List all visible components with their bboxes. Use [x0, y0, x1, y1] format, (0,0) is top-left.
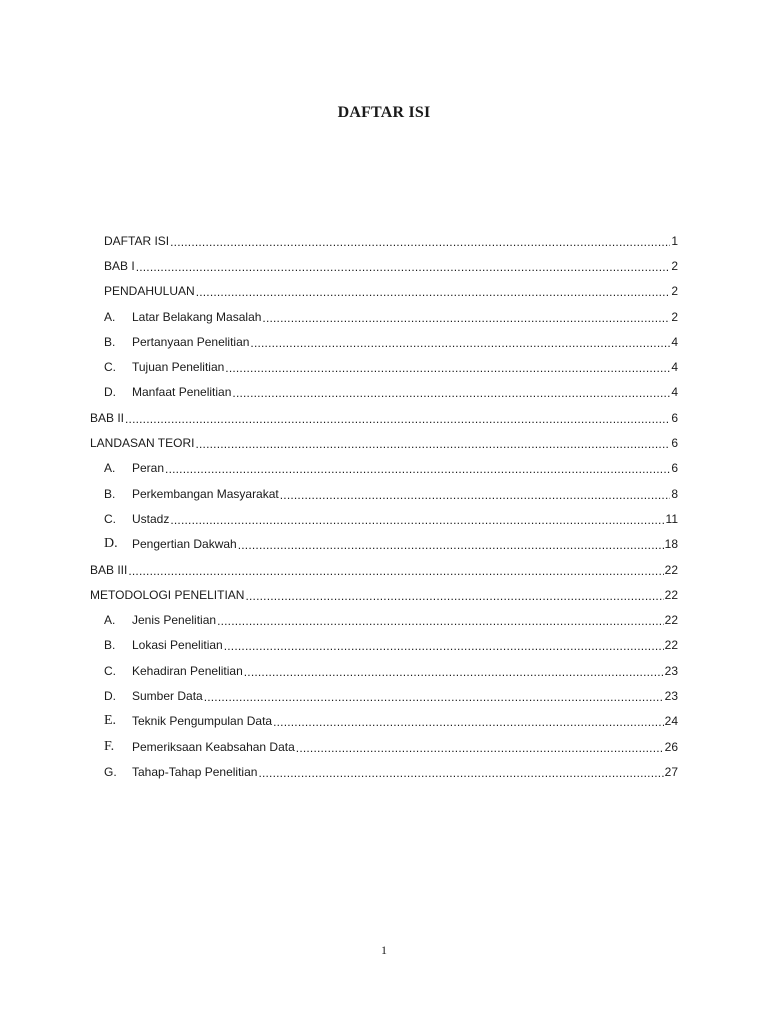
toc-dot-leader — [136, 259, 671, 275]
toc-entry-page-number: 22 — [664, 638, 678, 653]
toc-entry[interactable] — [0, 304, 678, 329]
toc-dot-leader — [204, 689, 664, 705]
toc-entry-label: BAB I — [104, 258, 135, 273]
toc-entry-page-number: 23 — [664, 663, 678, 678]
toc-entry[interactable] — [0, 253, 678, 278]
toc-entry[interactable] — [0, 683, 678, 708]
toc-entry[interactable] — [0, 430, 678, 455]
toc-entry-letter: G. — [104, 764, 117, 779]
toc-entry[interactable] — [0, 481, 678, 506]
toc-entry-label: Pengertian Dakwah — [132, 537, 237, 552]
toc-entry-label: Pemeriksaan Keabsahan Data — [132, 739, 295, 754]
toc-entry-letter: D. — [104, 385, 116, 400]
toc-entry-label: DAFTAR ISI — [104, 233, 170, 248]
toc-dot-leader — [128, 563, 663, 579]
toc-dot-leader — [170, 512, 664, 528]
toc-entry-page-number: 1 — [671, 233, 678, 248]
toc-entry-letter: A. — [104, 309, 116, 324]
toc-entry-letter: A. — [104, 461, 116, 476]
toc-entry[interactable] — [0, 506, 678, 531]
toc-entry-letter: E. — [104, 713, 117, 729]
toc-entry-page-number: 2 — [671, 309, 678, 324]
toc-entry-page-number: 8 — [671, 486, 678, 501]
toc-entry-page-number: 22 — [664, 562, 678, 577]
toc-entry[interactable] — [0, 759, 678, 784]
toc-entry-page-number: 11 — [665, 511, 678, 526]
toc-dot-leader — [170, 234, 670, 250]
toc-entry-page-number: 18 — [664, 537, 678, 552]
toc-entry[interactable] — [0, 405, 678, 430]
toc-entry-label: BAB III — [90, 562, 128, 577]
toc-entry-label: Pertanyaan Penelitian — [132, 334, 250, 349]
toc-entry-label: METODOLOGI PENELITIAN — [90, 587, 245, 602]
toc-entry[interactable] — [0, 658, 678, 683]
toc-entry-page-number: 4 — [671, 360, 678, 375]
toc-entry-label: LANDASAN TEORI — [90, 436, 195, 451]
toc-entry[interactable] — [0, 456, 678, 481]
toc-entry-label: Tujuan Penelitian — [132, 360, 225, 375]
toc-entry[interactable] — [0, 557, 678, 582]
toc-entry-label: BAB II — [90, 410, 125, 425]
toc-entry-letter: B. — [104, 638, 116, 653]
toc-entry-label: Peran — [132, 461, 165, 476]
toc-entry-label: Lokasi Penelitian — [132, 638, 223, 653]
toc-entry-page-number: 4 — [671, 385, 678, 400]
toc-entry-page-number: 6 — [671, 461, 678, 476]
toc-dot-leader — [262, 310, 670, 326]
toc-entry-letter: D. — [104, 688, 116, 703]
toc-entry[interactable] — [0, 354, 678, 379]
toc-entry-label: Jenis Penelitian — [132, 613, 217, 628]
toc-entry-label: Manfaat Penelitian — [132, 385, 232, 400]
toc-dot-leader — [196, 284, 671, 300]
toc-entry[interactable] — [0, 279, 678, 304]
toc-dot-leader — [296, 740, 664, 756]
toc-entry-page-number: 6 — [671, 436, 678, 451]
toc-entry-letter: F. — [104, 738, 115, 754]
toc-entry-label: Kehadiran Penelitian — [132, 663, 243, 678]
toc-entry-page-number: 6 — [671, 410, 678, 425]
toc-entry[interactable] — [0, 709, 678, 734]
toc-dot-leader — [280, 487, 671, 503]
page-number: 1 — [381, 943, 387, 957]
toc-entry[interactable] — [0, 633, 678, 658]
toc-entry-letter: D. — [104, 536, 118, 552]
toc-entry[interactable] — [0, 329, 678, 354]
toc-dot-leader — [273, 714, 664, 730]
toc-entry[interactable] — [0, 380, 678, 405]
toc-entry-page-number: 26 — [664, 739, 678, 754]
toc-entry-label: PENDAHULUAN — [104, 284, 195, 299]
toc-dot-leader — [125, 411, 670, 427]
toc-dot-leader — [238, 537, 664, 553]
toc-dot-leader — [224, 638, 664, 654]
toc-entry-letter: C. — [104, 663, 116, 678]
toc-entry-page-number: 2 — [671, 284, 678, 299]
toc-entry-label: Sumber Data — [132, 688, 203, 703]
toc-entry-label: Ustadz — [132, 511, 170, 526]
toc-entry-page-number: 2 — [671, 258, 678, 273]
toc-dot-leader — [195, 436, 670, 452]
toc-entry-letter: B. — [104, 334, 116, 349]
toc-dot-leader — [245, 588, 663, 604]
toc-dot-leader — [232, 385, 670, 401]
toc-entry-label: Tahap-Tahap Penelitian — [132, 764, 258, 779]
toc-entry[interactable] — [0, 228, 678, 253]
toc-dot-leader — [258, 765, 663, 781]
toc-dot-leader — [165, 461, 670, 477]
toc-entry-page-number: 23 — [664, 688, 678, 703]
toc-entry-page-number: 4 — [671, 334, 678, 349]
toc-entry-letter: C. — [104, 511, 116, 526]
toc-dot-leader — [244, 664, 664, 680]
toc-dot-leader — [217, 613, 664, 629]
toc-entry-label: Latar Belakang Masalah — [132, 309, 262, 324]
toc-entry[interactable] — [0, 734, 678, 759]
toc-entry[interactable] — [0, 532, 678, 557]
toc-entry-letter: B. — [104, 486, 116, 501]
toc-entry-page-number: 24 — [664, 714, 678, 729]
toc-dot-leader — [225, 360, 670, 376]
page-title: DAFTAR ISI — [337, 104, 431, 121]
toc-entry-letter: C. — [104, 360, 116, 375]
toc-dot-leader — [250, 335, 670, 351]
toc-entry-label: Teknik Pengumpulan Data — [132, 714, 273, 729]
toc-entry[interactable] — [0, 582, 678, 607]
toc-entry-letter: A. — [104, 613, 116, 628]
toc-entry-page-number: 27 — [664, 764, 678, 779]
toc-entry[interactable] — [0, 607, 678, 632]
toc-entry-page-number: 22 — [664, 613, 678, 628]
toc-entry-label: Perkembangan Masyarakat — [132, 486, 279, 501]
toc-entry-page-number: 22 — [664, 587, 678, 602]
table-of-contents — [0, 228, 768, 785]
